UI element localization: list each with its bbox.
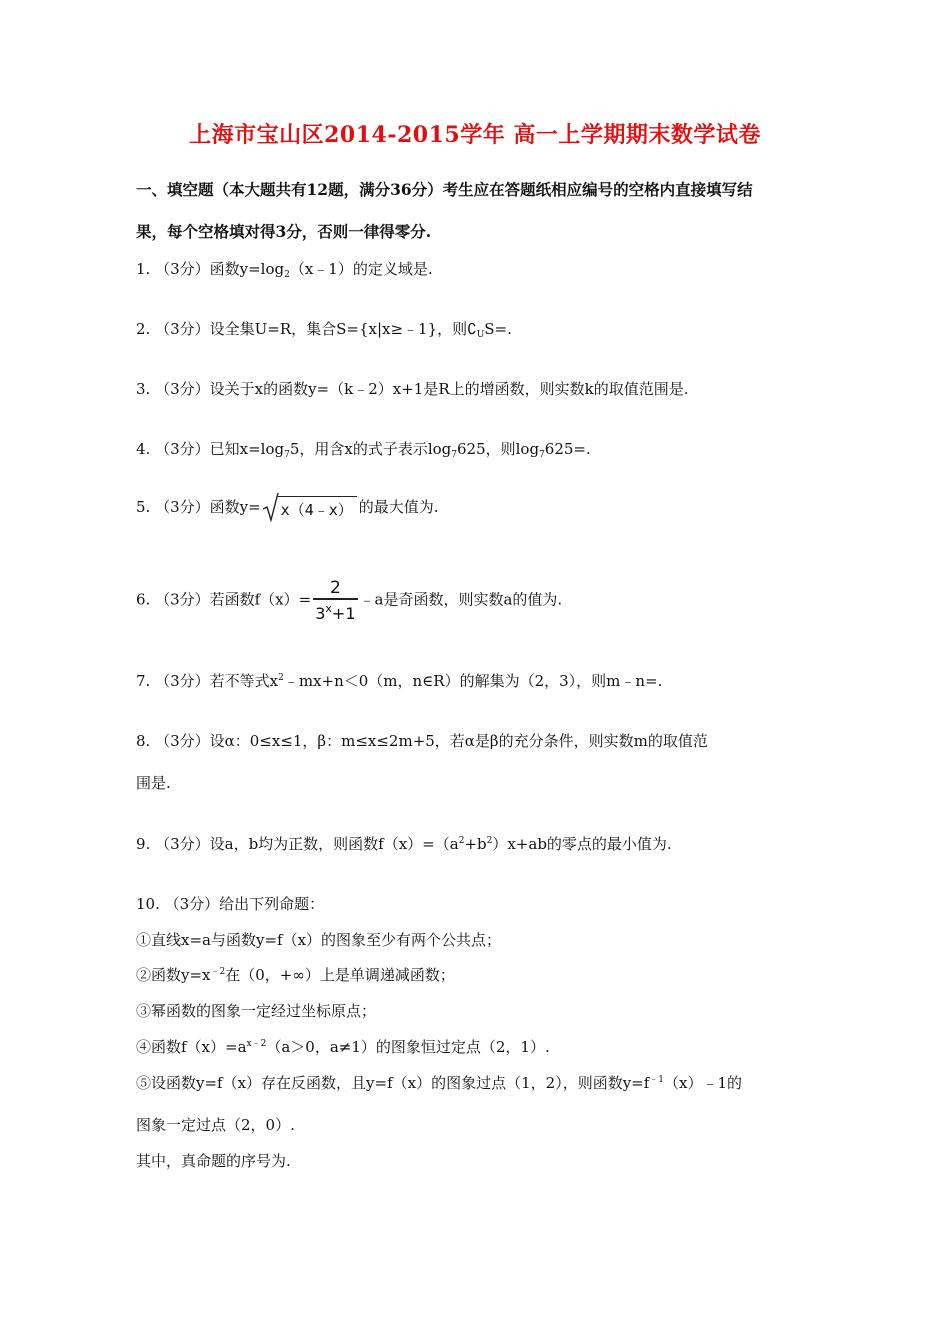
question-1: 1. （3分）函数$y=\log_2(x﹣1)$的定义域是. [136, 260, 433, 280]
question-10-item-5: ⑤设函数y=f（x）存在反函数，且y=f（x）的图象过点（1，2），则函数$y=f^{﹣1}(x)﹣1$的 [136, 1074, 743, 1092]
question-10-closing: 其中，真命题的序号为. [136, 1152, 291, 1170]
radicand: x（4﹣x） [277, 496, 357, 520]
section-header-line1: 一、填空题（本大题共有12题，满分36分）考生应在答题纸相应编号的空格内直接填写结 [136, 180, 753, 199]
section-header-line2: 果，每个空格填对得3分，否则一律得零分. [136, 222, 432, 241]
question-2: 2. （3分）设全集U=R，集合S={x|x≥﹣1}，则$∁_US=$. [136, 320, 512, 340]
question-5: 5. （3分）函数y= x（4﹣x） 的最大值为. [136, 496, 439, 520]
radical-sign-icon [263, 492, 279, 522]
question-8-line1: 8. （3分）设α：0≤x≤1，β：m≤x≤2m+5，若α是β的充分条件，则实数m的取值范 [136, 732, 708, 750]
question-10-item-2: ②函数$y=x^{﹣2}$在（0，+∞）上是单调递减函数； [136, 966, 455, 984]
page-title: 上海市宝山区2014-2015学年 高一上学期期末数学试卷 [189, 122, 761, 148]
question-10-item-4: ④函数$f(x)=a^{x﹣2}(a>0$，a≠1）的图象恒过定点（2，1）. [136, 1038, 550, 1056]
question-8-line2: 围是. [136, 774, 171, 792]
fraction-numerator: 2 [329, 578, 341, 598]
question-6: 6. （3分）若函数f（x）= $\frac{2}{3^x+1}$ ﹣a是奇函数，则实数a的值为. [136, 578, 563, 623]
question-10-item-1: ①直线x=a与函数y=f（x）的图象至少有两个公共点； [136, 931, 502, 949]
fraction-denominator: $3^x+1$ [315, 601, 356, 623]
question-9: 9. （3分）设a，b均为正数，则函数$f(x)=(a^2+b^2)x+ab$的零点的最小值为. [136, 835, 672, 853]
fraction [313, 578, 357, 623]
question-4: 4. （3分）已知$x=\log_75$，用含x的式子表示$\log_7625$，则$\log_7625=$. [136, 440, 591, 460]
square-root [263, 496, 357, 520]
question-10-intro: 10. （3分）给出下列命题： [136, 895, 325, 913]
question-10-item-5-cont: 图象一定过点（2，0）. [136, 1116, 295, 1134]
question-7: 7. （3分）若不等式$x^2﹣mx+n<0(m$，n∈R）的解集为（2，3），则m﹣n=. [136, 672, 663, 690]
question-3: 3. （3分）设关于x的函数y=（k﹣2）x+1是R上的增函数，则实数k的取值范围是. [136, 380, 689, 398]
question-10-item-3: ③幂函数的图象一定经过坐标原点； [136, 1002, 377, 1020]
